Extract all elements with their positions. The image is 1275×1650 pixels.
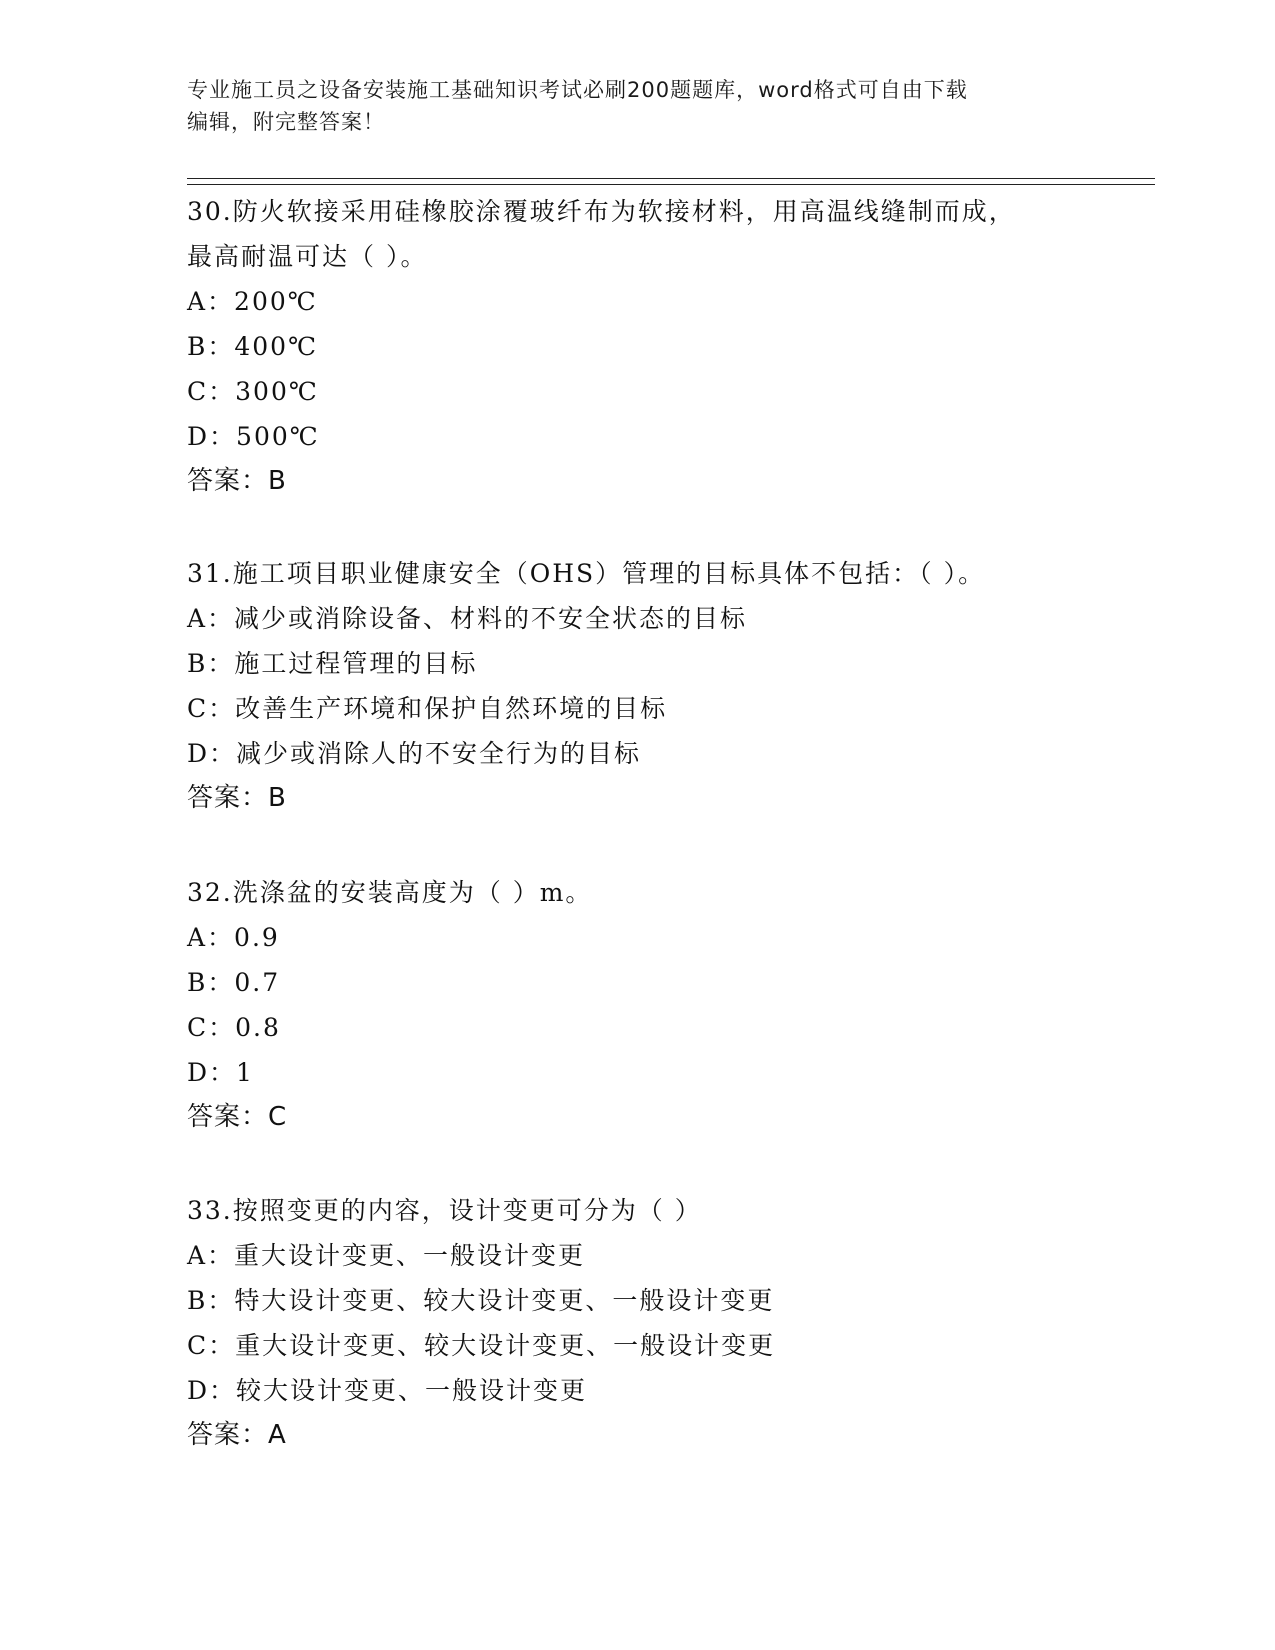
option-a: A：200℃: [187, 287, 318, 316]
header-line-2: 编辑，附完整答案！: [187, 110, 385, 134]
option-a: A：0.9: [187, 923, 280, 952]
option-c: C：0.8: [187, 1013, 281, 1042]
question-stem-continued: 最高耐温可达（ ）。: [187, 242, 428, 271]
option-b: B：400℃: [187, 332, 319, 361]
option-d: D：较大设计变更、一般设计变更: [187, 1376, 588, 1405]
question-stem: 31.施工项目职业健康安全（OHS）管理的目标具体不包括：（ ）。: [187, 559, 986, 588]
header-line-1: 专业施工员之设备安装施工基础知识考试必刷200题题库，word格式可自由下载: [187, 78, 968, 102]
option-b: B：施工过程管理的目标: [187, 649, 478, 678]
option-c: C：300℃: [187, 377, 319, 406]
question-32: [187, 870, 1087, 1140]
question-31: [187, 551, 1087, 821]
question-stem: 32.洗涤盆的安装高度为（ ）m。: [187, 878, 593, 907]
header-divider-top: [187, 178, 1155, 179]
question-30: [187, 189, 1087, 504]
option-d: D：减少或消除人的不安全行为的目标: [187, 739, 642, 768]
answer-text: 答案：C: [187, 1102, 288, 1132]
option-b: B：特大设计变更、较大设计变更、一般设计变更: [187, 1286, 775, 1315]
header-divider-bottom: [187, 184, 1155, 185]
option-c: C：改善生产环境和保护自然环境的目标: [187, 694, 668, 723]
option-a: A：减少或消除设备、材料的不安全状态的目标: [187, 604, 748, 633]
question-stem: 30.防火软接采用硅橡胶涂覆玻纤布为软接材料，用高温线缝制而成，: [187, 197, 1016, 226]
answer-text: 答案：B: [187, 783, 287, 813]
answer-text: 答案：B: [187, 466, 287, 496]
option-c: C：重大设计变更、较大设计变更、一般设计变更: [187, 1331, 776, 1360]
answer-text: 答案：A: [187, 1420, 287, 1450]
option-d: D：500℃: [187, 422, 320, 451]
document-header: [187, 74, 1087, 138]
question-stem: 33.按照变更的内容，设计变更可分为（ ）: [187, 1196, 702, 1225]
option-a: A：重大设计变更、一般设计变更: [187, 1241, 586, 1270]
option-b: B：0.7: [187, 968, 281, 997]
question-33: [187, 1188, 1087, 1458]
option-d: D：1: [187, 1058, 254, 1087]
